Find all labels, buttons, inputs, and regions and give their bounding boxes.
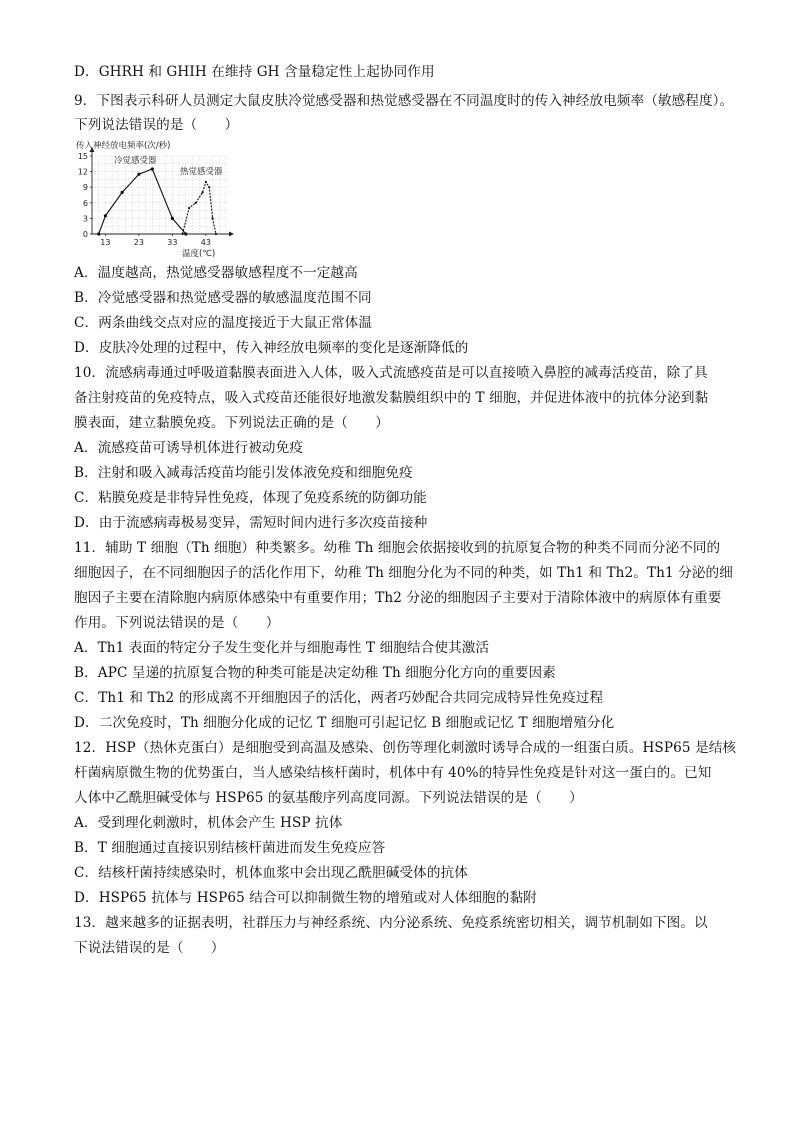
heat-receptor-point — [205, 181, 207, 183]
q11-stem-line-4: 作用。下列说法错误的是（ ） — [74, 615, 280, 631]
q10-stem-line-2: 备注射疫苗的免疫特点，吸入式疫苗还能很好地激发黏膜组织中的 T 细胞，并促进体液中的抗体分泌到黏 — [74, 390, 709, 406]
q12-option-a: A．受到理化刺激时，机体会产生 HSP 抗体 — [74, 815, 343, 831]
cold-receptor-point — [97, 232, 100, 235]
q10-stem-line-1: 10．流感病毒通过呼吸道黏膜表面进入人体，吸入式流感疫苗是可以直接喷入鼻腔的减毒活疫苗，除了具 — [74, 365, 708, 381]
q12-option-c: C．结核杆菌持续感染时，机体血浆中会出现乙酰胆碱受体的抗体 — [74, 865, 468, 881]
chart-svg — [70, 138, 240, 260]
series-label-heat-receptor: 热觉感受器 — [180, 167, 223, 177]
q9-option-b: B．冷觉感受器和热觉感受器的敏感温度范围不同 — [74, 290, 372, 306]
q12-stem-line-2: 杆菌病原微生物的优势蛋白，当人感染结核杆菌时，机体中有 40%的特异性免疫是针对这一蛋白的。已知 — [74, 765, 712, 781]
q9-option-d: D．皮肤冷处理的过程中，传入神经放电频率的变化是逐渐降低的 — [74, 340, 469, 356]
y-tick-label: 9 — [82, 183, 88, 193]
y-tick-label: 6 — [82, 198, 88, 208]
q9-option-a: A．温度越高，热觉感受器敏感程度不一定越高 — [74, 265, 358, 281]
heat-receptor-point — [181, 233, 183, 235]
q11-option-b: B．APC 呈递的抗原复合物的种类可能是决定幼稚 Th 细胞分化方向的重要因素 — [74, 665, 556, 681]
q10-option-b: B．注射和吸入减毒活疫苗均能引发体液免疫和细胞免疫 — [74, 465, 413, 481]
q9-stem-line-1: 9．下图表示科研人员测定大鼠皮肤冷觉感受器和热觉感受器在不同温度时的传入神经放电频率（敏感程度）。 — [74, 93, 734, 109]
y-tick-label: 12 — [77, 167, 88, 177]
cold-receptor-point — [137, 173, 140, 176]
q12-option-d: D．HSP65 抗体与 HSP65 结合可以抑制微生物的增殖或对人体细胞的黏附 — [74, 890, 537, 906]
cold-receptor-point — [151, 167, 154, 170]
x-axis-arrow — [229, 232, 234, 237]
heat-receptor-point — [201, 191, 203, 193]
heat-receptor-point — [208, 186, 210, 188]
q11-option-a: A．Th1 表面的特定分子发生变化并与细胞毒性 T 细胞结合使其激活 — [74, 640, 490, 656]
q10-option-d: D．由于流感病毒极易变异，需短时间内进行多次疫苗接种 — [74, 515, 428, 531]
cold-receptor-point — [184, 232, 187, 235]
q12-stem-line-1: 12．HSP（热休克蛋白）是细胞受到高温及感染、创伤等理化刺激时诱导合成的一组蛋白质。HSP65 是结核 — [74, 740, 737, 756]
q9-stem-line-2: 下列说法错误的是（ ） — [74, 117, 239, 133]
q10-option-c: C．粘膜免疫是非特异性免疫，体现了免疫系统的防御功能 — [74, 490, 427, 506]
y-tick-label: 3 — [82, 214, 88, 224]
heat-receptor-point — [195, 202, 197, 204]
q11-stem-line-2: 细胞因子，在不同细胞因子的活化作用下，幼稚 Th 细胞分化为不同的种类，如 Th1 和 Th2。Th1 分泌的细 — [74, 565, 733, 581]
cold-receptor-point — [171, 217, 174, 220]
y-tick-label: 15 — [77, 152, 88, 161]
q11-stem-line-3: 胞因子主要在清除胞内病原体感染中有重要作用；Th2 分泌的细胞因子主要对于清除体液中的病原体有重要 — [74, 590, 722, 606]
cold-receptor-point — [121, 191, 124, 194]
y-tick-label: 0 — [82, 230, 88, 239]
q12-stem-line-3: 人体中乙酰胆碱受体与 HSP65 的氨基酸序列高度同源。下列说法错误的是（ ） — [74, 790, 583, 806]
x-tick-label: 43 — [200, 238, 211, 247]
q9-option-c: C．两条曲线交点对应的温度接近于大鼠正常体温 — [74, 315, 373, 331]
x-tick-label: 33 — [167, 238, 178, 247]
q8-option-d: D．GHRH 和 GHIH 在维持 GH 含量稳定性上起协同作用 — [74, 64, 435, 80]
q10-stem-line-3: 膜表面，建立黏膜免疫。下列说法正确的是（ ） — [74, 415, 389, 431]
q9-line-chart — [70, 138, 240, 260]
cold-receptor-curve — [99, 169, 186, 234]
q11-option-c: C．Th1 和 Th2 的形成离不开细胞因子的活化，两者巧妙配合共同完成特异性免疫过程 — [74, 690, 604, 706]
q13-stem-line-1: 13．越来越多的证据表明，社群压力与神经系统、内分泌系统、免疫系统密切相关，调节机制如下图。以 — [74, 915, 708, 931]
heat-receptor-point — [188, 207, 190, 209]
heat-receptor-point — [215, 233, 217, 235]
x-tick-label: 23 — [133, 238, 144, 247]
q11-option-d: D．二次免疫时，Th 细胞分化成的记忆 T 细胞可引起记忆 B 细胞或记忆 T 细胞增殖分化 — [74, 715, 615, 731]
cold-receptor-point — [104, 214, 107, 217]
chart-y-axis-label: 传入神经放电频率(次/秒) — [76, 141, 171, 151]
q11-stem-line-1: 11．辅助 T 细胞（Th 细胞）种类繁多。幼稚 Th 细胞会依据接收到的抗原复合物的种类不同而分泌不同的 — [74, 540, 721, 556]
x-tick-label: 13 — [100, 238, 111, 247]
series-label-cold-receptor: 冷觉感受器 — [114, 156, 157, 166]
q13-stem-line-2: 下说法错误的是（ ） — [74, 940, 225, 956]
q10-option-a: A．流感疫苗可诱导机体进行被动免疫 — [74, 440, 304, 456]
q12-option-b: B．T 细胞通过直接识别结核杆菌进而发生免疫应答 — [74, 840, 386, 856]
chart-x-axis-label: 温度(℃) — [182, 249, 216, 259]
heat-receptor-point — [212, 217, 214, 219]
